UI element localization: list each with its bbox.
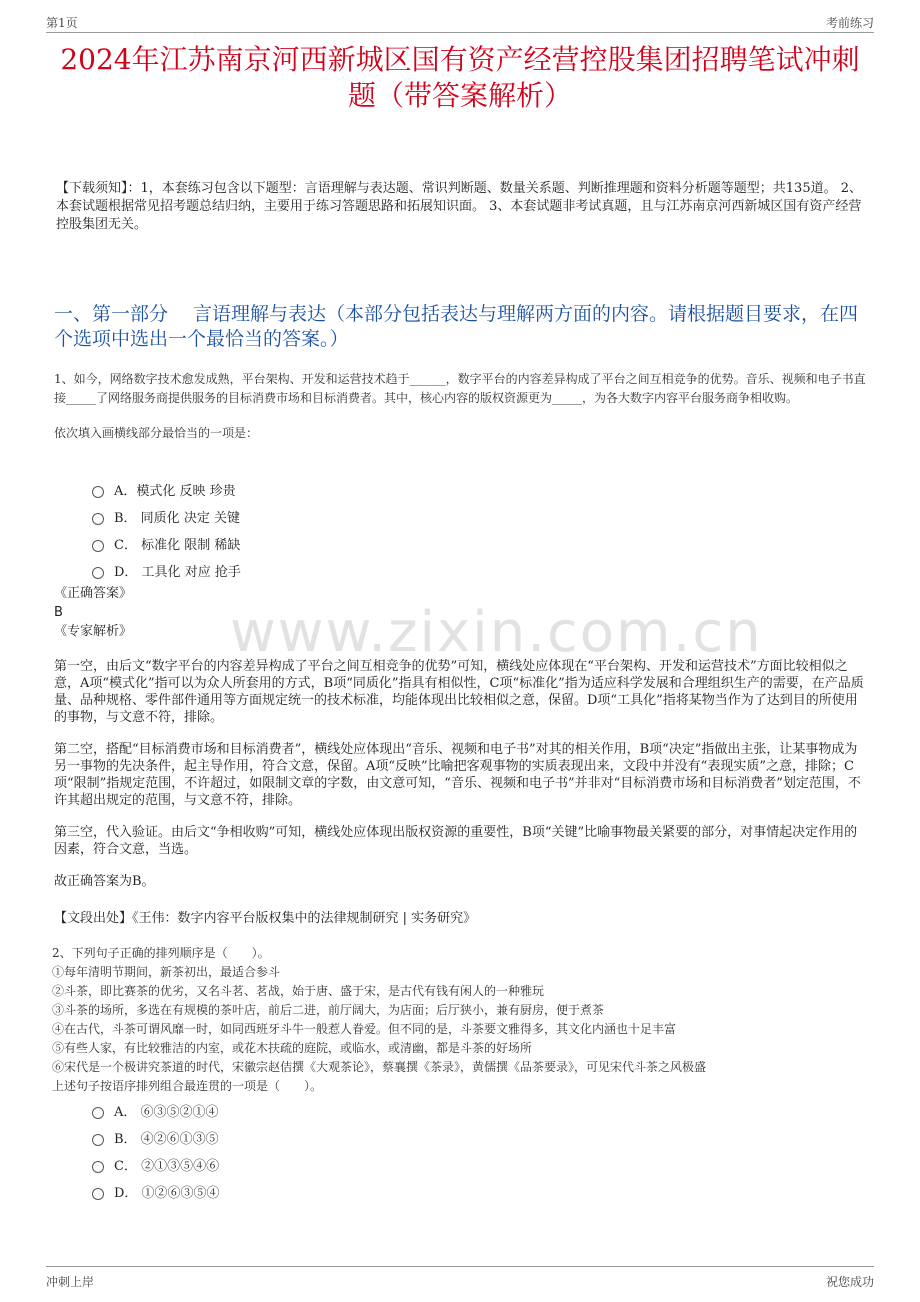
option-a[interactable]: A．模式化 反映 珍贵 <box>92 476 241 503</box>
download-notice: 【下载须知】：1，本套练习包含以下题型：言语理解与表达题、常识判断题、数量关系题、判断推理题和资料分析题等题型；共135道。 2、本套试题根据常见招考题总结归纳，主要用于练习答题思路和拓展知识面。 3、本套试题非考试真题，且与江苏南京河西新城区国有资产经营控股集团无关。 <box>56 181 862 232</box>
watermark: www.zixin.com.cn <box>230 600 763 665</box>
radio-icon[interactable] <box>92 486 104 498</box>
question-2-line: ⑥宋代是一个极讲究茶道的时代，宋徽宗赵佶撰《大观茶论》，蔡襄撰《茶录》，黄儒撰《品茶要录》，可见宋代斗茶之风极盛 <box>52 1060 707 1074</box>
answer-value: B <box>54 605 63 620</box>
radio-icon[interactable] <box>92 540 104 552</box>
document-title: 2024年江苏南京河西新城区国有资产经营控股集团招聘笔试冲刺题（带答案解析） <box>60 43 860 112</box>
question-2-line: ③斗茶的场所，多选在有规模的茶叶店，前后二进，前厅阔大，为店面；后厅狭小，兼有厨房，便于煮茶 <box>52 1003 605 1017</box>
answer-block <box>54 584 868 641</box>
option-c[interactable]: C． 标准化 限制 稀缺 <box>92 530 241 557</box>
radio-icon[interactable] <box>92 1107 104 1119</box>
answer-label: 《正确答案》 <box>54 586 133 601</box>
radio-icon[interactable] <box>92 1188 104 1200</box>
question-2-line: ①每年清明节期间，新茶初出，最适合参斗 <box>52 965 281 979</box>
question-2-line: 上述句子按语序排列组合最连贯的一项是（ ）。 <box>52 1079 323 1093</box>
footer-right-text: 祝您成功 <box>825 1275 874 1289</box>
source-citation: 【文段出处】《王伟：数字内容平台版权集中的法律规制研究 | 实务研究》 <box>54 911 477 926</box>
radio-icon[interactable] <box>92 1134 104 1146</box>
question-1-hint: 依次填入画横线部分最恰当的一项是： <box>54 426 259 440</box>
question-2-options <box>92 1097 220 1205</box>
page-header <box>46 10 874 33</box>
question-2-line: ②斗茶，即比赛茶的优劣，又名斗茗、茗战，始于唐、盛于宋，是古代有钱有闲人的一种雅玩 <box>52 984 545 998</box>
footer-left-text: 冲刺上岸 <box>46 1275 95 1289</box>
explanation-paragraph: 故正确答案为B。 <box>54 874 155 889</box>
radio-icon[interactable] <box>92 567 104 579</box>
explanation <box>54 658 868 905</box>
page-footer <box>46 1266 874 1289</box>
option-c[interactable]: C． ②①③⑤④⑥ <box>92 1151 220 1178</box>
page-number: 第1页 <box>46 16 78 30</box>
header-tag: 考前练习 <box>825 16 874 30</box>
radio-icon[interactable] <box>92 513 104 525</box>
question-1 <box>54 370 868 443</box>
option-b[interactable]: B． 同质化 决定 关键 <box>92 503 241 530</box>
explanation-paragraph: 第二空，搭配“目标消费市场和目标消费者”，横线处应体现出“音乐、视频和电子书”对其的相关作用，B项“决定”指做出主张，让某事物成为另一事物的先决条件，起主导作用，符合文意，保留。A项“反映”比喻把客观事物的实质表现出来，文段中并没有“表现实质”之意，排除；C项“限制”指规定范围，不许超过，如限制文章的字数，由文意可知，“音乐、视频和电子书”并非对“目标消费市场和目标消费者”划定范围，不许其超出规定的范围，与文意不符，排除。 <box>54 742 861 808</box>
explanation-paragraph: 第三空，代入验证。由后文“争相收购”可知，横线处应体现出版权资源的重要性，B项“关键”比喻事物最关紧要的部分，对事情起决定作用的因素，符合文意，当选。 <box>54 825 858 857</box>
question-2-line: 2、下列句子正确的排列顺序是（ ）。 <box>52 946 270 960</box>
question-1-options <box>92 476 241 584</box>
section-heading: 一、第一部分 言语理解与表达（本部分包括表达与理解两方面的内容。请根据题目要求，在四个选项中选出一个最恰当的答案。） <box>54 303 859 350</box>
radio-icon[interactable] <box>92 1161 104 1173</box>
option-b[interactable]: B． ④②⑥①③⑤ <box>92 1124 220 1151</box>
option-d[interactable]: D． ①②⑥③⑤④ <box>92 1178 220 1205</box>
option-d[interactable]: D． 工具化 对应 抢手 <box>92 557 241 584</box>
explanation-label: 《专家解析》 <box>54 624 133 639</box>
question-2 <box>52 944 866 1096</box>
explanation-paragraph: 第一空，由后文“数字平台的内容差异构成了平台之间互相竞争的优势”可知，横线处应体现在“平台架构、开发和运营技术”方面比较相似之意，A项“模式化”指可以为众人所套用的方式，B项“同质化”指具有相似性，C项“标准化”指为适应科学发展和合理组织生产的需要，在产品质量、品种规格、零件部件通用等方面规定统一的技术标准，均能体现出比较相似之意，保留。D项“工具化”指将某物当作为了达到目的所使用的事物，与文意不符，排除。 <box>54 659 864 725</box>
question-1-text: 1、如今，网络数字技术愈发成熟，平台架构、开发和运营技术趋于______，数字平台的内容差异构成了平台之间互相竞争的优势。音乐、视频和电子书直接_____了网络服务商提供服务的目标消费市场和目标消费者。其中，核心内容的版权资源更为_____，为各大数字内容平台服务商争相收购。 <box>54 372 866 405</box>
option-a[interactable]: A． ⑥③⑤②①④ <box>92 1097 220 1124</box>
question-2-line: ④在古代，斗茶可谓风靡一时，如同西班牙斗牛一般惹人眷爱。但不同的是，斗茶要文雅得多，其文化内涵也十足丰富 <box>52 1022 677 1036</box>
question-2-line: ⑤有些人家，有比较雅洁的内室，或花木扶疏的庭院，或临水，或清幽，都是斗茶的好场所 <box>52 1041 533 1055</box>
